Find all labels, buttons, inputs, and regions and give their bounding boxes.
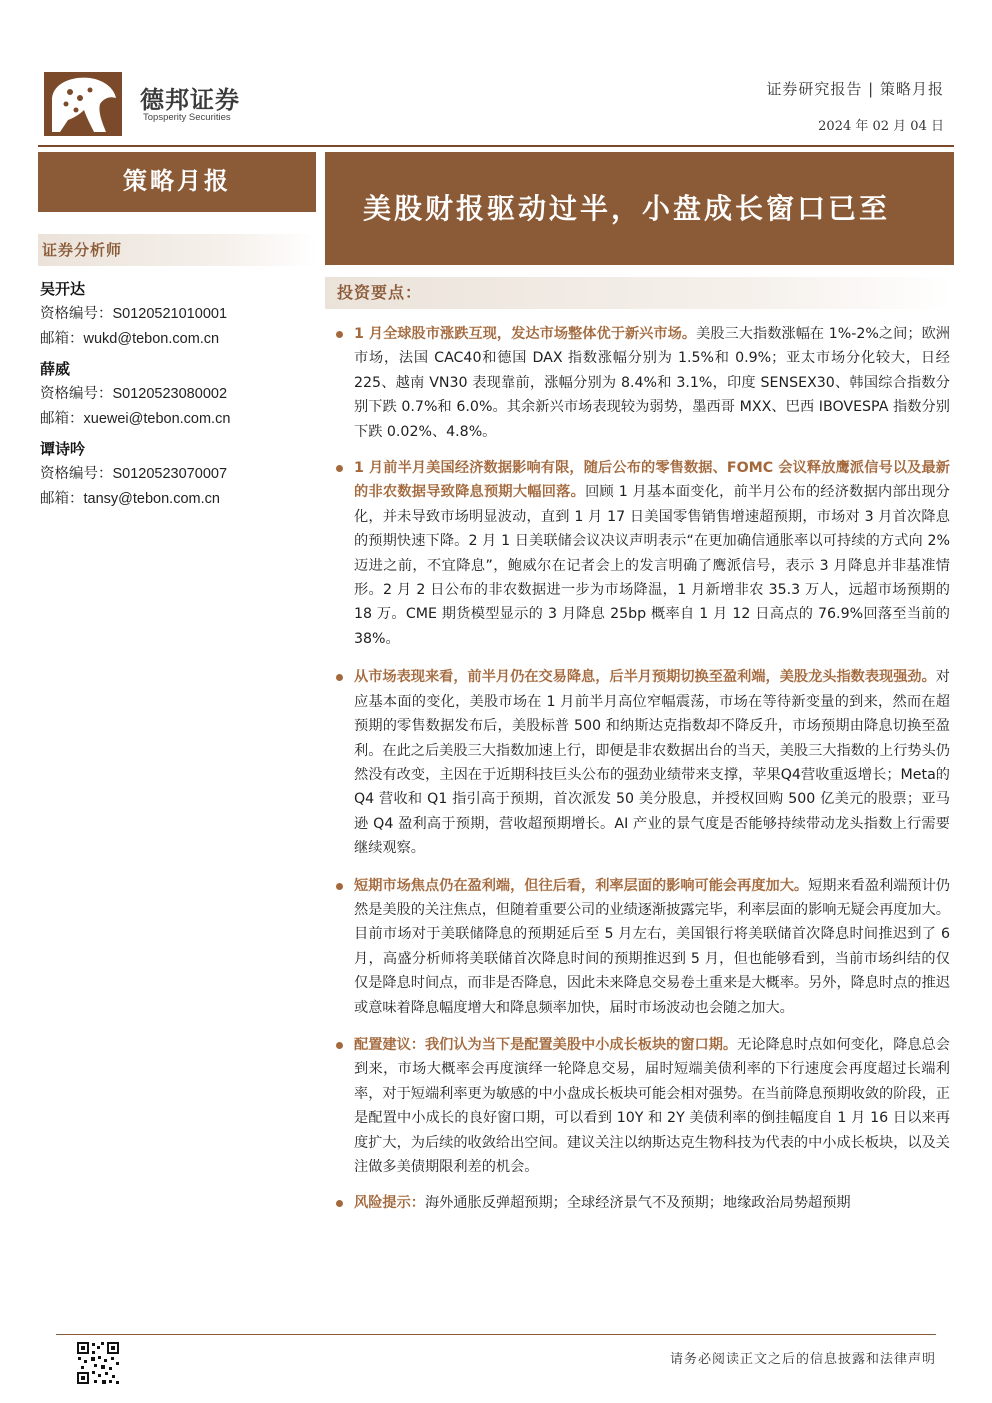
panther-logo-icon <box>44 68 126 140</box>
analyst-entry <box>40 356 318 432</box>
bullet-lead: 1 月全球股市涨跌互现，发达市场整体优于新兴市场。 <box>354 326 697 342</box>
bullet-body: 回顾 1 月基本面变化，前半月公布的经济数据内部出现分化，并未导致市场明显波动，直到 1 月 17 日美国零售销售增速超预期，市场对 3 月首次降息的预期快速下降。2 月 1 日美联储会议决议声明表示“在更加确信通胀率以可持续的方式向 2%迈进之前，不宜降息”，鲍威尔在记者会上的发言明确了鹰派信号，表示 3 月降息并非基准情形。2 月 2 日公布的非农数据进一步为市场降温，1 月新增非农 35.3 万人，远超市场预期的 18 万。CME 期货模型显示的 3 月降息 25bp 概率自 1 月 12 日高点的 76.9%回落至当前的 38%。 <box>354 484 950 647</box>
analyst-license: 资格编号：S0120521010001 <box>40 306 228 322</box>
bullet-icon <box>336 674 343 681</box>
bullet-text <box>354 1033 950 1179</box>
bullet-body: 美股三大指数涨幅在 1%-2%之间；欧洲市场，法国 CAC40和德国 DAX 指数涨幅分别为 1.5%和 0.9%；亚太市场分化较大，日经 225、越南 VN30 表现靠前，涨幅分别为 8.4%和 3.1%，印度 SENSEX30、韩国综合指数分别下跌 0.7%和 6.0%。其余新兴市场表现较为弱势，墨西哥 MXX、巴西 IBOVESPA 指数分别下跌 0.02%、4.8%。 <box>354 326 950 440</box>
bullet-text <box>354 1191 950 1215</box>
investment-points-list <box>332 322 950 1216</box>
list-item <box>332 1033 950 1179</box>
analyst-entry <box>40 276 318 352</box>
legal-disclaimer: 请务必阅读正文之后的信息披露和法律声明 <box>669 1352 936 1367</box>
analyst-email: 邮箱：tansy@tebon.com.cn <box>40 491 220 507</box>
analyst-heading: 证券分析师 <box>38 234 316 266</box>
analyst-license: 资格编号：S0120523070007 <box>40 466 228 482</box>
bullet-text <box>354 874 950 1020</box>
bullet-text <box>354 665 950 860</box>
analyst-email: 邮箱：wukd@tebon.com.cn <box>40 331 220 347</box>
bullet-lead: 短期市场焦点仍在盈利端，但往后看，利率层面的影响可能会再度加大。 <box>354 877 809 894</box>
analyst-license: 资格编号：S0120523080002 <box>40 386 228 402</box>
bullet-icon <box>336 1042 343 1049</box>
bullet-body: 对应基本面的变化，美股市场在 1 月前半月高位窄幅震荡，市场在等待新变量的到来，然而在超预期的零售数据发布后，美股标普 500 和纳斯达克指数却不降反升，市场预期由降息切换至盈利。在此之后美股三大指数加速上行，即便是非农数据出台的当天，美股三大指数的上行势头仍然没有改变，主因在于近期科技巨头公布的强劲业绩带来支撑，苹果Q4营收重返增长；Meta的 Q4 营收和 Q1 指引高于预期，首次派发 50 美分股息，并授权回购 500 亿美元的股票；亚马逊 Q4 盈利高于预期，营收超预期增长。AI 产业的景气度是否能够持续带动龙头指数上行需要继续观察。 <box>354 669 950 857</box>
bullet-text <box>354 456 950 651</box>
bullet-lead: 配置建议：我们认为当下是配置美股中小成长板块的窗口期。 <box>354 1036 738 1053</box>
analyst-list <box>40 276 318 516</box>
report-category-banner: 策略月报 <box>38 152 316 212</box>
analyst-name: 谭诗吟 <box>40 440 86 458</box>
analyst-name: 吴开达 <box>40 280 86 298</box>
bullet-lead: 风险提示： <box>354 1195 425 1212</box>
list-item <box>332 1191 950 1215</box>
footer-divider <box>56 1334 936 1335</box>
bullet-body: 海外通胀反弹超预期；全球经济景气不及预期；地缘政治局势超预期 <box>424 1195 851 1212</box>
report-title: 美股财报驱动过半，小盘成长窗口已至 <box>325 152 954 265</box>
bullet-text <box>354 322 950 444</box>
list-item <box>332 874 950 1020</box>
list-item <box>332 665 950 860</box>
list-item <box>332 456 950 651</box>
bullet-icon <box>336 1200 343 1207</box>
bullet-lead: 从市场表现来看，前半月仍在交易降息，后半月预期切换至盈利端，美股龙头指数表现强劲。 <box>354 669 936 686</box>
investment-points-heading: 投资要点： <box>325 277 954 309</box>
analyst-entry <box>40 436 318 512</box>
header-divider <box>38 145 954 147</box>
analyst-name: 薛威 <box>40 360 71 378</box>
company-name-cn: 德邦证券 <box>140 85 240 114</box>
bullet-body: 无论降息时点如何变化，降息总会到来，市场大概率会再度演绎一轮降息交易，届时短端美债利率的下行速度会再度超过长端利率，对于短端利率更为敏感的中小盘成长板块可能会相对强势。在当前降息预期收敛的阶段，正是配置中小成长的良好窗口期，可以看到 10Y 和 2Y 美债利率的倒挂幅度自 1 月 16 日以来再度扩大，为后续的收敛给出空间。建议关注以纳斯达克生物科技为代表的中小成长板块，以及关注做多美债期限利差的机会。 <box>354 1036 950 1175</box>
company-logo <box>44 68 254 140</box>
company-name-en: Topsperity Securities <box>143 112 231 123</box>
bullet-icon <box>336 465 343 472</box>
bullet-lead: 1 月前半月美国经济数据影响有限，随后公布的零售数据、FOMC 会议释放鹰派信号以及最新的非农数据导致降息预期大幅回落。 <box>354 460 950 501</box>
bullet-icon <box>336 883 343 890</box>
qr-code-icon <box>76 1341 120 1385</box>
report-date: 2024 年 02 月 04 日 <box>818 119 944 134</box>
analyst-email: 邮箱：xuewei@tebon.com.cn <box>40 411 231 427</box>
list-item <box>332 322 950 444</box>
report-type: 证券研究报告 | 策略月报 <box>766 80 944 98</box>
bullet-icon <box>336 331 343 338</box>
bullet-body: 短期来看盈利端预计仍然是美股的关注焦点，但随着重要公司的业绩逐渐披露完毕，利率层面的影响无疑会再度加大。目前市场对于美联储降息的预期延后至 5 月左右，美国银行将美联储首次降息时间推迟到了 6 月，高盛分析师将美联储首次降息时间的预期推迟到 5 月，但也能够看到，当前市场纠结的仅仅是降息时间点，而非是否降息，因此未来降息交易卷土重来是大概率。另外，降息时点的推迟或意味着降息幅度增大和降息频率加快，届时市场波动也会随之加大。 <box>354 877 950 1016</box>
